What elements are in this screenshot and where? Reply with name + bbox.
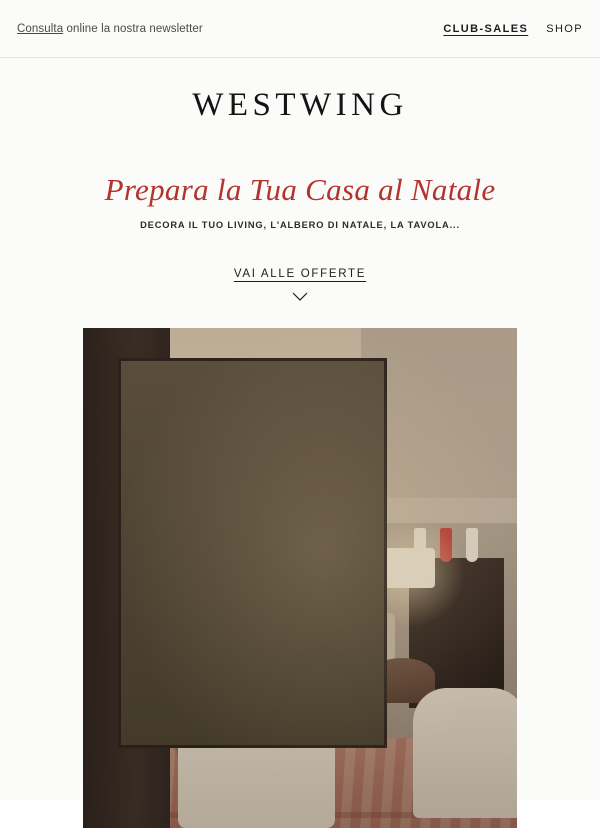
christmas-living-room-illustration [83, 328, 517, 828]
topbar-nav [443, 23, 583, 35]
hero-section [0, 128, 600, 302]
brand-header [0, 58, 600, 128]
hero-title: Prepara la Tua Casa al Natale [104, 172, 496, 207]
nav-club-sales[interactable]: CLUB-SALES [443, 22, 529, 35]
preheader-rest: online la nostra newsletter [63, 22, 203, 35]
chevron-down-icon[interactable] [292, 292, 308, 302]
hero-subtitle: DECORA IL TUO LIVING, L'ALBERO DI NATALE, LA TAVOLA... [140, 219, 460, 230]
preheader-bar [0, 0, 600, 58]
nav-shop[interactable]: SHOP [546, 22, 583, 35]
cta-vai-alle-offerte[interactable]: VAI ALLE OFFERTE [233, 267, 367, 280]
preheader-text [17, 23, 203, 35]
westwing-logo[interactable]: WESTWING [192, 87, 408, 123]
newsletter-link[interactable]: Consulta [17, 22, 64, 35]
hero-image[interactable] [83, 328, 517, 828]
cta-wrapper [0, 264, 600, 302]
